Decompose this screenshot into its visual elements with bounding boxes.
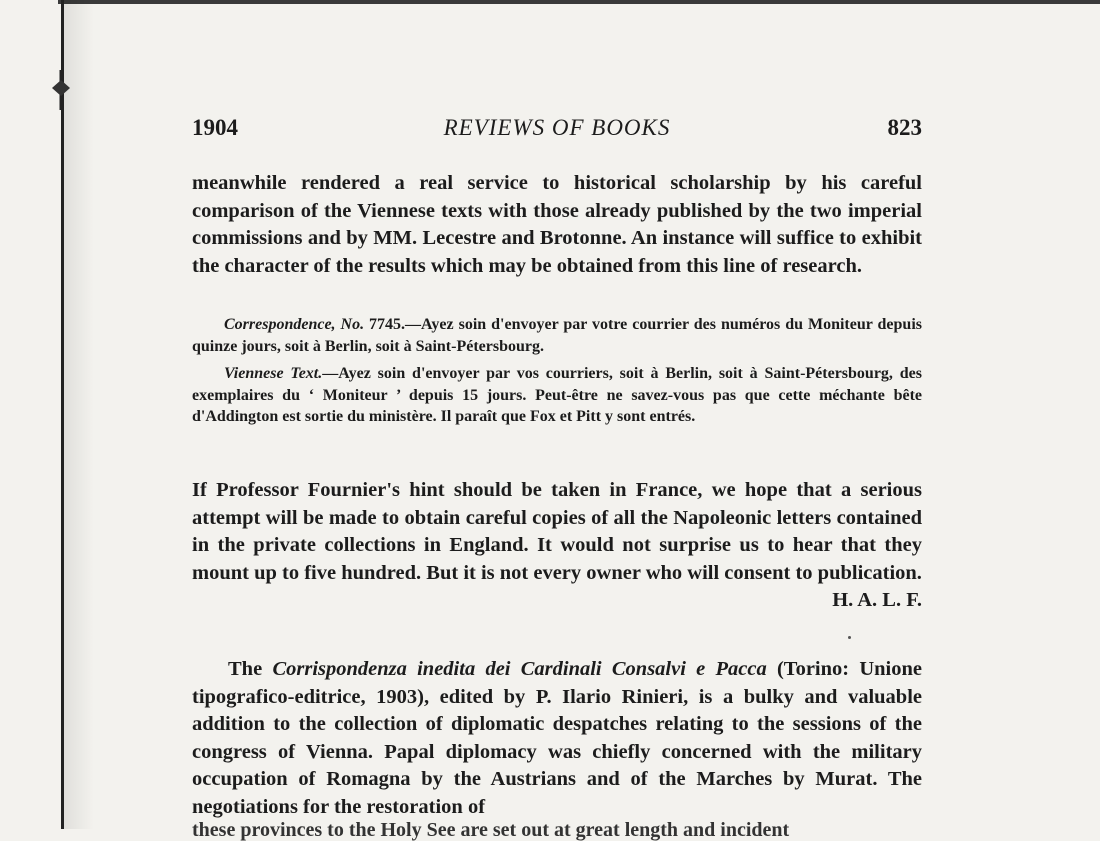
header-year: 1904: [192, 115, 238, 140]
paragraph-2: [192, 477, 922, 615]
running-head: [192, 115, 922, 147]
cutoff-line-text: these provinces to the Holy See are set out at great length and incident: [192, 819, 790, 841]
page-top-edge: [58, 0, 1100, 4]
paragraph-1-text: meanwhile rendered a real service to historical scholarship by his careful comparison of the Viennese texts with those already published by the two imperial commissions and by MM. Lecestre and Brotonne. An instance will suffice to exhibit the character of the results which may be obtained from this line of research.: [192, 172, 922, 277]
header-title: REVIEWS OF BOOKS: [443, 115, 671, 140]
quote-viennese-source: Viennese Text.: [224, 365, 323, 382]
quote-viennese-body: —Ayez soin d'envoyer par vos courriers, soit à Berlin, soit à Saint-Pétersbourg, des exemplaires du ‘ Moniteur ’ depuis 15 jours. Peut-être ne savez-vous pas que cette méchante bête d'Addington est sortie du ministère. Il paraît que Fox et Pitt y sont entrés.: [192, 365, 922, 426]
book-spine: [61, 0, 64, 829]
reviewer-signature: H. A. L. F.: [832, 589, 922, 611]
separator-dot: [848, 636, 851, 639]
paragraph-3-body: (Torino: Unione tipografico-editrice, 1903), edited by P. Ilario Rinieri, is a bulky and valuable addition to the collection of diplomatic despatches relating to the sessions of the congress of Vienna. Papal diplomacy was chiefly concerned with the military occupation of Romagna by the Austrians and of the Marches by Murat. The negotiations for the restoration of: [192, 658, 923, 818]
paragraph-2-text: [192, 477, 922, 611]
paragraph-3-book-title: Corrispondenza inedita dei Cardinali Consalvi e Pacca: [272, 658, 767, 680]
paragraph-3: [192, 656, 922, 821]
quote-correspondence-body: —Ayez soin d'envoyer par votre courrier des numéros du Moniteur depuis quinze jours, soit à Berlin, soit à Saint-Pétersbourg.: [192, 316, 922, 355]
quote-viennese: [192, 363, 922, 428]
quote-viennese-text: [192, 363, 922, 428]
quote-correspondence-text: [192, 314, 922, 357]
quote-correspondence-source: Correspondence, No.: [224, 316, 365, 333]
page-number: 823: [887, 115, 922, 140]
quote-correspondence-number: 7745.: [369, 316, 406, 333]
paragraph-1: [192, 170, 922, 280]
paragraph-3-text: [192, 656, 922, 821]
cutoff-line: [192, 819, 922, 841]
gutter-shadow: [64, 0, 94, 829]
paragraph-2-body: If Professor Fournier's hint should be taken in France, we hope that a serious attempt will be made to obtain careful copies of all the Napoleonic letters contained in the private collections in England. It would not surprise us to hear that they mount up to five hundred. But it is not every owner who will consent to publication.: [192, 479, 922, 584]
quote-correspondence: [192, 314, 922, 357]
binding-notch-icon: [50, 70, 72, 110]
paragraph-3-lead: The: [228, 658, 263, 680]
